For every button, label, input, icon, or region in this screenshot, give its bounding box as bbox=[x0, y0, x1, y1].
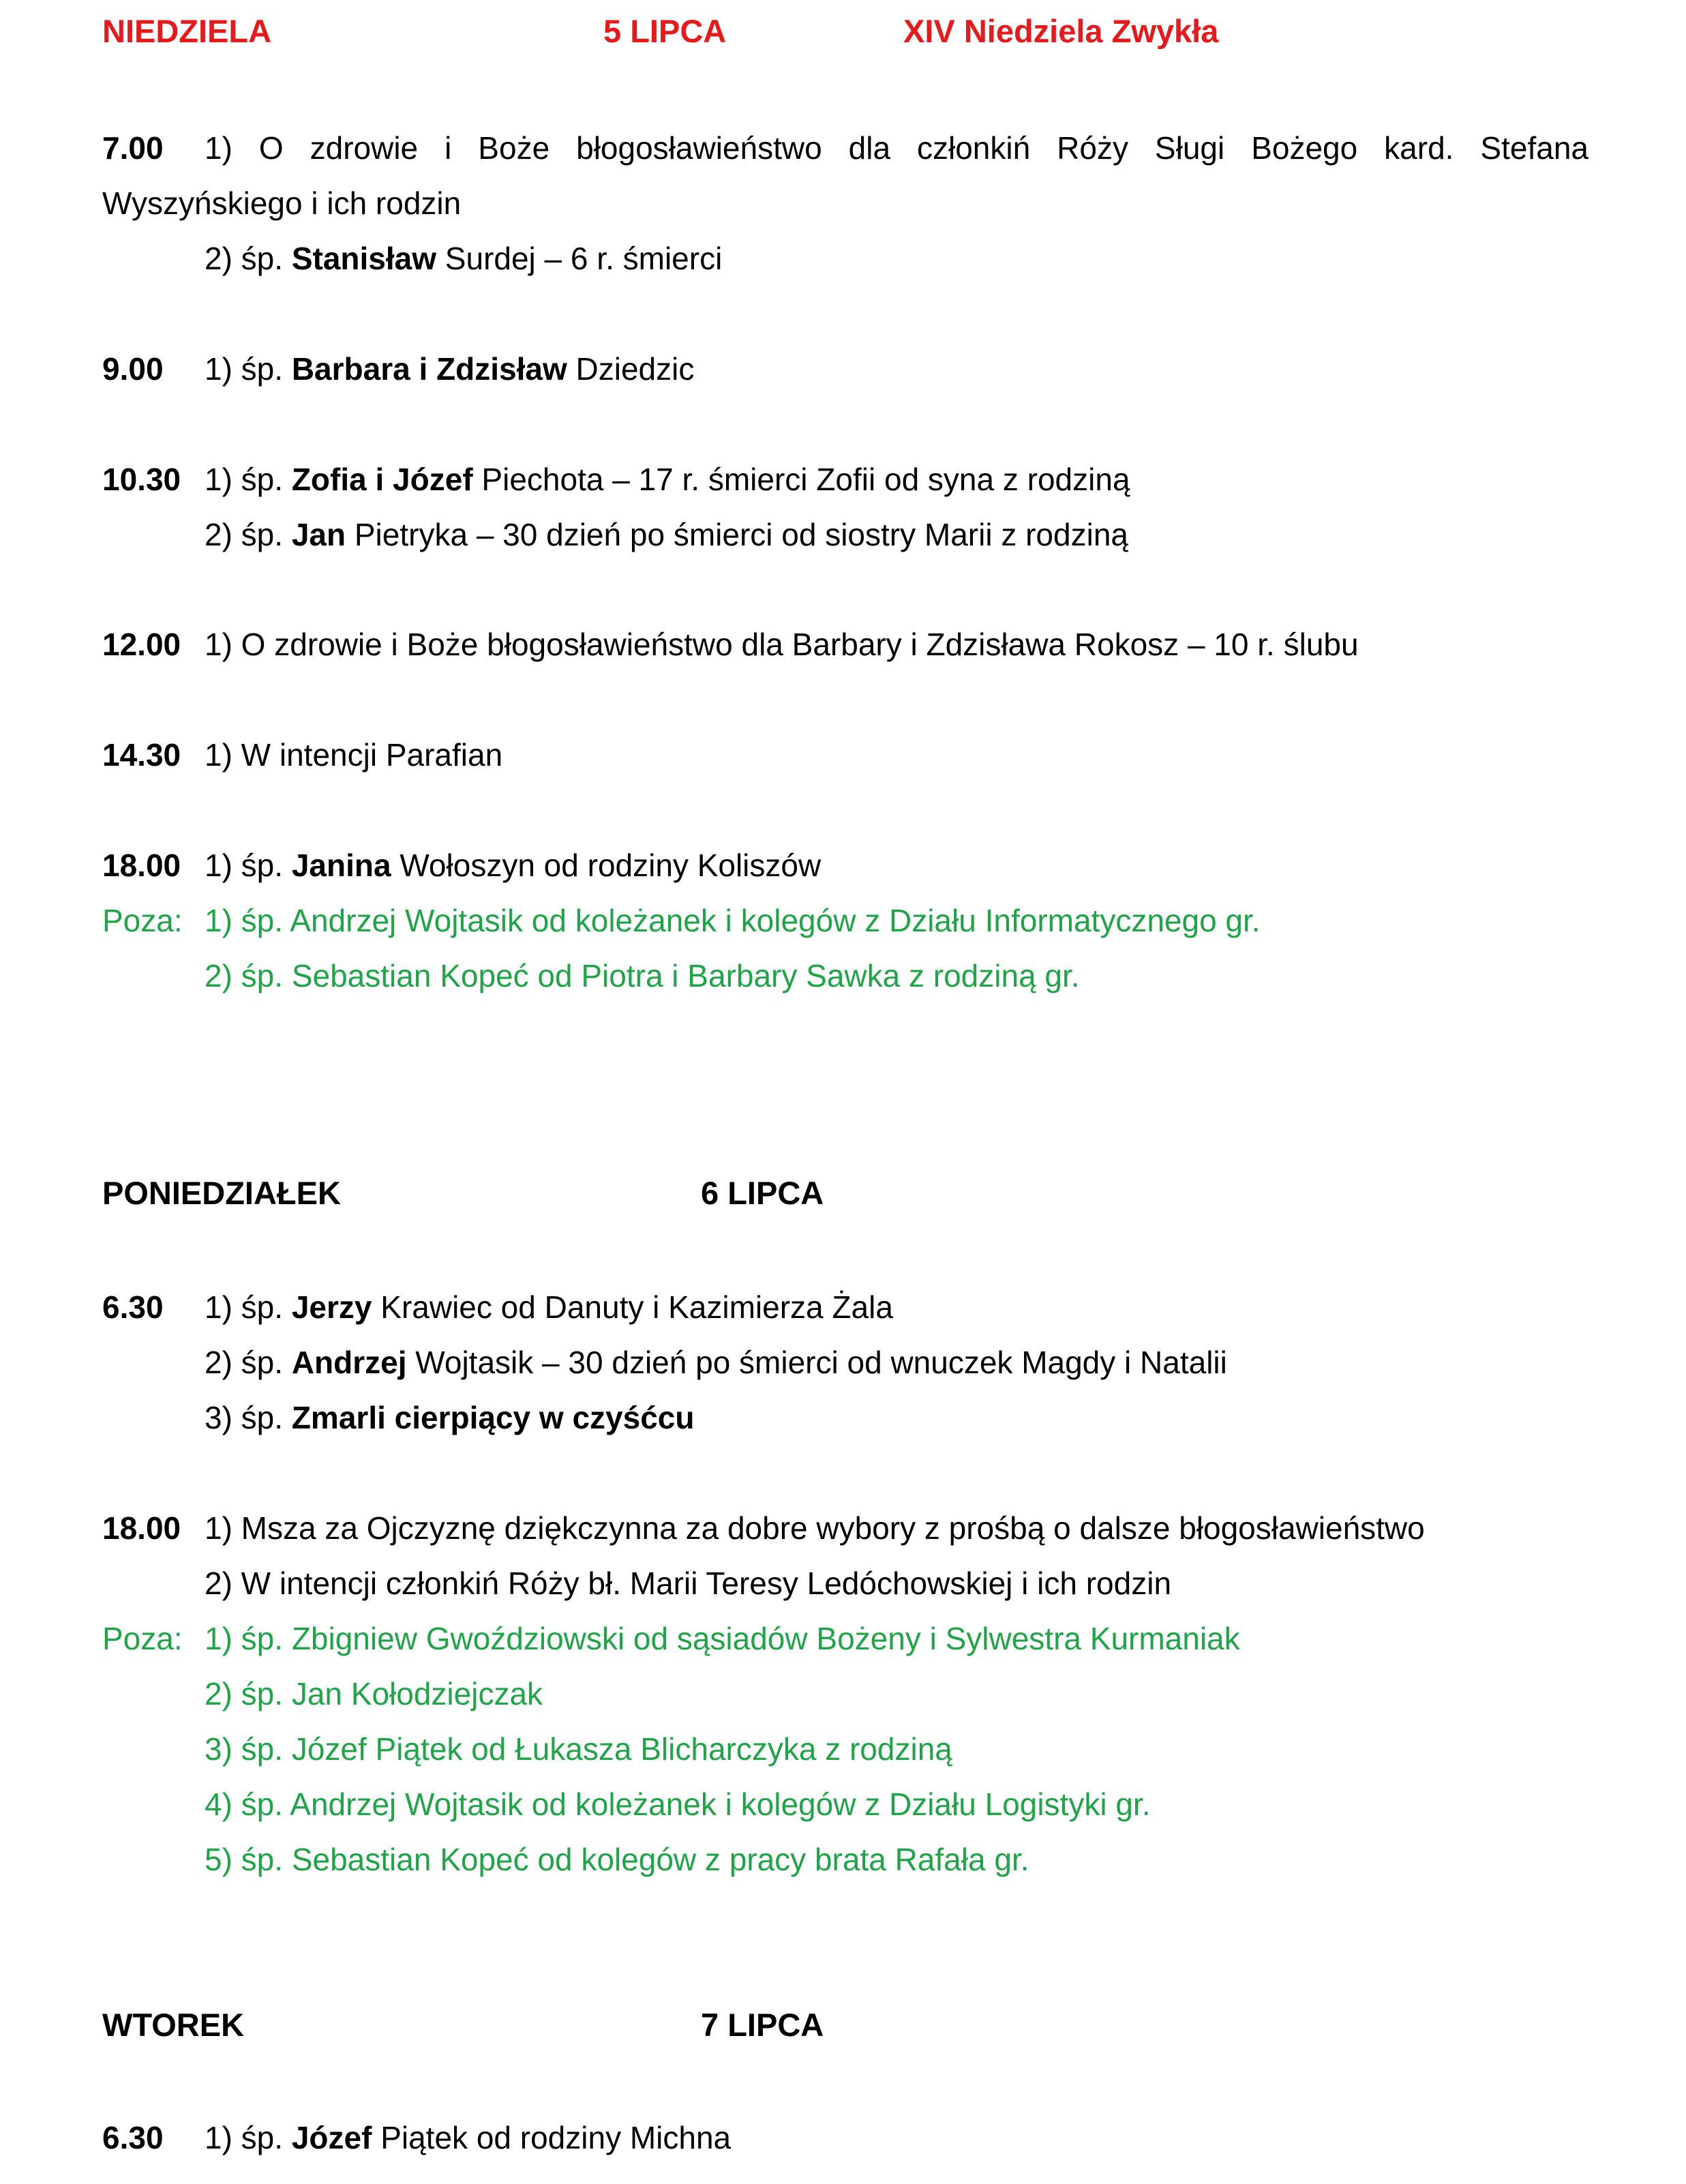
intention-text: Wyszyńskiego i ich rodzin bbox=[102, 185, 462, 221]
day-date: 5 LIPCA bbox=[603, 13, 727, 49]
mass-line bbox=[102, 731, 502, 779]
day-date: 6 LIPCA bbox=[701, 1175, 824, 1211]
poza-line bbox=[102, 1615, 1240, 1662]
poza-intention: 2) śp. Sebastian Kopeć od Piotra i Barbary Sawka z rodziną gr. bbox=[205, 958, 1080, 993]
poza-line bbox=[102, 1725, 952, 1773]
poza-line bbox=[102, 1780, 1150, 1828]
deceased-name: Zofia i Józef bbox=[291, 462, 473, 497]
day-feast: XIV Niedziela Zwykła bbox=[903, 13, 1219, 49]
mass-time: 6.30 bbox=[102, 1289, 164, 1325]
deceased-name: Stanisław bbox=[291, 241, 437, 276]
mass-time: 18.00 bbox=[102, 848, 181, 883]
deceased-name: Andrzej bbox=[291, 1345, 407, 1380]
mass-time: 12.00 bbox=[102, 627, 181, 662]
mass-line: 9.00 1) śp. Barbara i Zdzisław Dziedzic bbox=[102, 345, 694, 393]
intention-text: 1) O zdrowie i Boże błogosławieństwo dla członkiń Róży Sługi Bożego kard. Stefana bbox=[205, 130, 1589, 166]
mass-line: 6.30 1) śp. Jerzy Krawiec od Danuty i Kazimierza Żala bbox=[102, 1283, 893, 1331]
mass-line: 3) śp. Zmarli cierpiący w czyśćcu bbox=[205, 1400, 695, 1435]
intention-text: 2) W intencji członkiń Róży bł. Marii Teresy Ledóchowskiej i ich rodzin bbox=[205, 1566, 1172, 1601]
deceased-name: Józef bbox=[291, 2120, 372, 2155]
poza-intention: 2) śp. Jan Kołodziejczak bbox=[205, 1676, 543, 1711]
poza-line bbox=[102, 1836, 1029, 1883]
mass-line bbox=[102, 1559, 1171, 1607]
intention-text: 1) O zdrowie i Boże błogosławieństwo dla Barbary i Zdzisława Rokosz – 10 r. ślubu bbox=[205, 627, 1359, 662]
mass-time: 14.30 bbox=[102, 737, 181, 773]
intention-text: 1) W intencji Parafian bbox=[205, 737, 503, 773]
mass-line bbox=[102, 124, 1589, 172]
mass-time: 9.00 bbox=[102, 351, 164, 387]
poza-line bbox=[102, 897, 1261, 944]
mass-line: 10.30 1) śp. Zofia i Józef Piechota – 17 r. śmierci Zofii od syna z rodziną bbox=[102, 455, 1130, 503]
poza-intention: 3) śp. Józef Piątek od Łukasza Blicharczyka z rodziną bbox=[205, 1731, 952, 1767]
mass-time: 18.00 bbox=[102, 1510, 181, 1546]
mass-line: 2) śp. Andrzej Wojtasik – 30 dzień po śmierci od wnuczek Magdy i Natalii bbox=[205, 1345, 1227, 1380]
deceased-name: Barbara i Zdzisław bbox=[291, 351, 567, 387]
day-name: NIEDZIELA bbox=[102, 13, 272, 49]
poza-label: Poza: bbox=[102, 1621, 183, 1656]
day-date: 7 LIPCA bbox=[701, 2007, 824, 2043]
mass-line bbox=[102, 1504, 1425, 1552]
mass-line: 18.00 1) śp. Janina Wołoszyn od rodziny Koliszów bbox=[102, 841, 821, 889]
day-header-tuesday bbox=[102, 2006, 1589, 2054]
day-name: PONIEDZIAŁEK bbox=[102, 1175, 341, 1211]
mass-line-continued bbox=[102, 179, 461, 227]
poza-line bbox=[102, 952, 1080, 1000]
poza-intention: 5) śp. Sebastian Kopeć od kolegów z pracy brata Rafała gr. bbox=[205, 1842, 1029, 1877]
deceased-name: Janina bbox=[291, 848, 391, 883]
poza-label: Poza: bbox=[102, 903, 183, 938]
day-header-monday bbox=[102, 1174, 1589, 1222]
mass-line: 2) śp. Stanisław Surdej – 6 r. śmierci bbox=[205, 241, 723, 276]
poza-intention: 4) śp. Andrzej Wojtasik od koleżanek i kolegów z Działu Logistyki gr. bbox=[205, 1786, 1151, 1822]
mass-time: 7.00 bbox=[102, 130, 164, 166]
poza-intention: 1) śp. Zbigniew Gwoździowski od sąsiadów Bożeny i Sylwestra Kurmaniak bbox=[205, 1621, 1240, 1656]
mass-time: 10.30 bbox=[102, 462, 181, 497]
intention-text: 1) Msza za Ojczyznę dziękczynna za dobre wybory z prośbą o dalsze błogosławieństwo bbox=[205, 1510, 1425, 1546]
mass-time: 6.30 bbox=[102, 2120, 164, 2155]
mass-line bbox=[102, 620, 1359, 668]
deceased-name: Jan bbox=[291, 517, 346, 552]
mass-line: 2) śp. Jan Pietryka – 30 dzień po śmierci od siostry Marii z rodziną bbox=[205, 517, 1128, 552]
day-header-sunday bbox=[102, 12, 1589, 60]
mass-line: 6.30 1) śp. Józef Piątek od rodziny Michna bbox=[102, 2114, 731, 2161]
deceased-name: Zmarli cierpiący w czyśćcu bbox=[291, 1400, 695, 1435]
poza-line bbox=[102, 1670, 543, 1718]
deceased-name: Jerzy bbox=[291, 1289, 372, 1325]
day-name: WTOREK bbox=[102, 2007, 245, 2043]
poza-intention: 1) śp. Andrzej Wojtasik od koleżanek i kolegów z Działu Informatycznego gr. bbox=[205, 903, 1261, 938]
